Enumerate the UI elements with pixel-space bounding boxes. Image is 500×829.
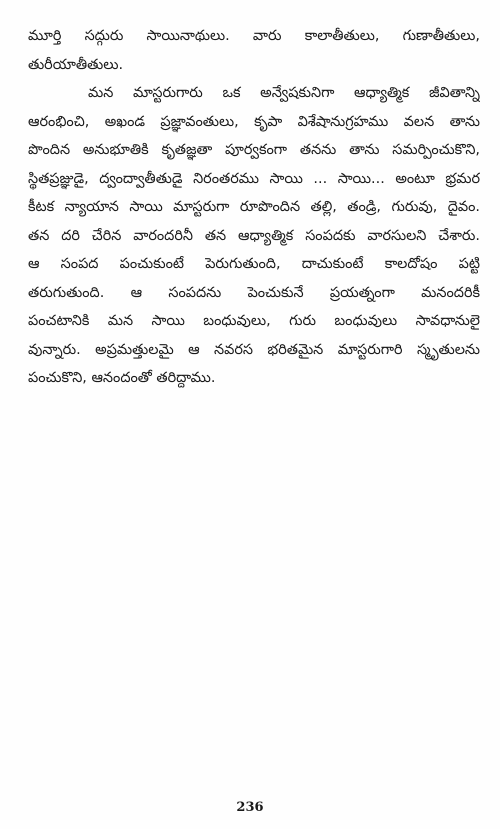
text-line-2: తురీయాతీతులు. xyxy=(28,56,124,73)
text-line-10: తరుగుతుంది. ఆ సంపదను పెంచుకునే ప్రయత్నంగా మనందరికీ xyxy=(28,284,480,301)
text-line-13: పంచుకొని, ఆనందంతో తరిద్దాము. xyxy=(28,370,216,386)
text-line-11: పంచటానికి మన సాయి బంధువులు, గురు బంధువులు సావధానులై xyxy=(28,313,480,329)
text-line-1: మూర్తి సద్గురు సాయినాథులు. వారు కాలాతీతులు, గుణాతీతులు, xyxy=(28,28,480,44)
text-line-5: పొందిన అనుభూతికి కృతజ్ఞతా పూర్వకంగా తనను తాను సమర్పించుకొని, xyxy=(28,142,480,158)
text-line-4: ఆరంభించి, అఖండ ప్రజ్ఞావంతులు, కృపా విశేషానుగ్రహము వలన తాను xyxy=(28,113,480,130)
text-line-12: వున్నారు. అప్రమత్తులమై ఆ నవరస భరితమైన మాస్టరుగారి స్మృతులను xyxy=(28,341,480,358)
page-number: 236 xyxy=(236,800,264,815)
text-line-8: తన దరి చేరిన వారందరినీ తన ఆధ్యాత్మిక సంపదకు వారసులని చేశారు. xyxy=(28,227,480,244)
body-text xyxy=(28,22,480,393)
text-line-6: స్థితప్రజ్ఞుడై, ద్వంద్వాతీతుడై నిరంతరము సాయి ... సాయి... అంటూ భ్రమర xyxy=(28,170,480,187)
text-line-3: మన మాస్టరుగారు ఒక అన్వేషకునిగా ఆధ్యాత్మిక జీవితాన్ని xyxy=(88,85,480,101)
text-line-9: ఆ సంపద పంచుకుంటే పెరుగుతుంది, దాచుకుంటే కాలదోషం పట్టి xyxy=(28,256,480,272)
text-line-7: కీటక న్యాయాన సాయి మాస్టరుగా రూపొందిన తల్లి, తండ్రి, గురువు, దైవం. xyxy=(28,199,480,215)
